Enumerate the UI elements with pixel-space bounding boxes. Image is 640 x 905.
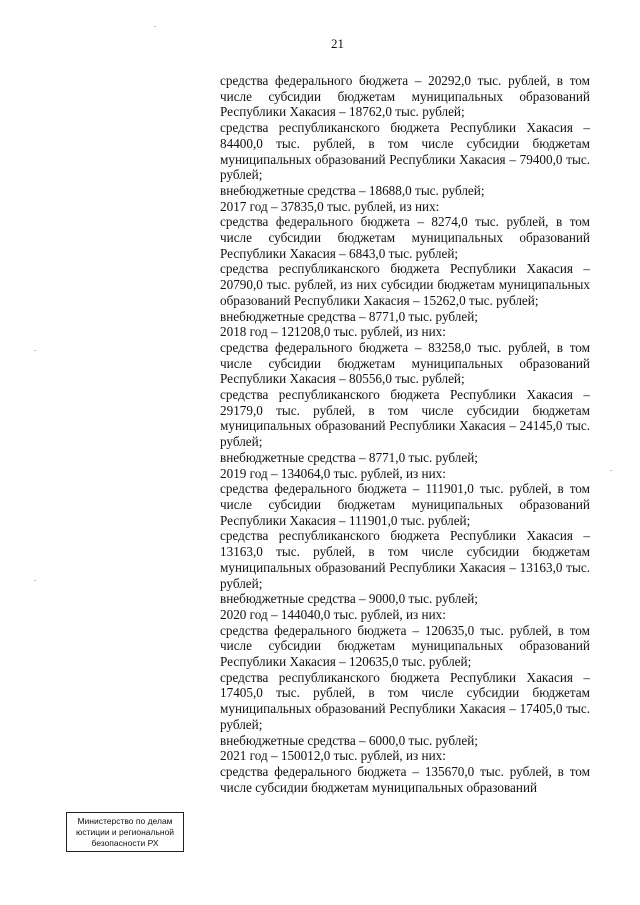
stamp-line: юстиции и региональной xyxy=(75,827,175,837)
paragraph: внебюджетные средства – 8771,0 тыс. рублей; xyxy=(220,449,478,465)
stamp-line: Министерство по делам xyxy=(77,816,173,826)
paragraph: 2019 год – 134064,0 тыс. рублей, из них: xyxy=(220,465,446,481)
paragraph: средства федерального бюджета – 83258,0 тыс. рублей, в том числе субсидии бюджетам муниципальных образований Республики Хакасия – 80556,0 тыс. рублей; xyxy=(220,339,590,387)
paragraph: 2020 год – 144040,0 тыс. рублей, из них: xyxy=(220,606,446,622)
paragraph: внебюджетные средства – 6000,0 тыс. рублей; xyxy=(220,732,478,748)
paragraph: средства республиканского бюджета Республики Хакасия – 20790,0 тыс. рублей, из них субсидии бюджетам муниципальных образований Республики Хакасия – 15262,0 тыс. рублей; xyxy=(220,261,590,308)
scan-speck xyxy=(610,470,612,471)
paragraph: 2018 год – 121208,0 тыс. рублей, из них: xyxy=(220,324,446,340)
page-number: 21 xyxy=(331,36,344,51)
scan-speck xyxy=(34,350,36,351)
paragraph: 2017 год – 37835,0 тыс. рублей, из них: xyxy=(220,198,440,214)
paragraph: средства республиканского бюджета Республики Хакасия – 29179,0 тыс. рублей, в том числе субсидии бюджетам муниципальных образований Республики Хакасия – 24145,0 тыс. рублей; xyxy=(220,387,590,450)
paragraph: средства федерального бюджета – 120635,0 тыс. рублей, в том числе субсидии бюджетам муниципальных образований Республики Хакасия – 120635,0 тыс. рублей; xyxy=(220,622,590,670)
paragraph: средства федерального бюджета – 8274,0 тыс. рублей, в том числе субсидии бюджетам муниципальных образований Республики Хакасия – 6843,0 тыс. рублей; xyxy=(220,214,590,261)
paragraph: 2021 год – 150012,0 тыс. рублей, из них: xyxy=(220,748,446,764)
paragraph: средства республиканского бюджета Республики Хакасия – 84400,0 тыс. рублей, в том числе субсидии бюджетам муниципальных образований Республики Хакасия – 79400,0 тыс. рублей; xyxy=(220,120,590,183)
ministry-stamp xyxy=(66,812,184,852)
stamp-line: безопасности РХ xyxy=(91,838,159,848)
paragraph: средства федерального бюджета – 135670,0 тыс. рублей, в том числе субсидии бюджетам муниципальных образований xyxy=(220,763,590,795)
scan-speck xyxy=(34,580,36,581)
paragraph: средства республиканского бюджета Республики Хакасия – 13163,0 тыс. рублей, в том числе субсидии бюджетам муниципальных образований Республики Хакасия – 13163,0 тыс. рублей; xyxy=(220,528,590,591)
paragraph: средства федерального бюджета – 111901,0 тыс. рублей, в том числе субсидии бюджетам муниципальных образований Республики Хакасия – 111901,0 тыс. рублей; xyxy=(220,481,590,528)
paragraph: внебюджетные средства – 18688,0 тыс. рублей; xyxy=(220,182,485,198)
paragraph: внебюджетные средства – 9000,0 тыс. рублей; xyxy=(220,591,478,607)
paragraph: средства республиканского бюджета Республики Хакасия – 17405,0 тыс. рублей, в том числе субсидии бюджетам муниципальных образований Республики Хакасия – 17405,0 тыс. рублей; xyxy=(220,669,590,732)
scan-speck xyxy=(154,26,156,27)
body-text xyxy=(220,73,590,795)
paragraph: внебюджетные средства – 8771,0 тыс. рублей; xyxy=(220,308,478,324)
paragraph: средства федерального бюджета – 20292,0 тыс. рублей, в том числе субсидии бюджетам муниципальных образований Республики Хакасия – 18762,0 тыс. рублей; xyxy=(220,73,590,120)
